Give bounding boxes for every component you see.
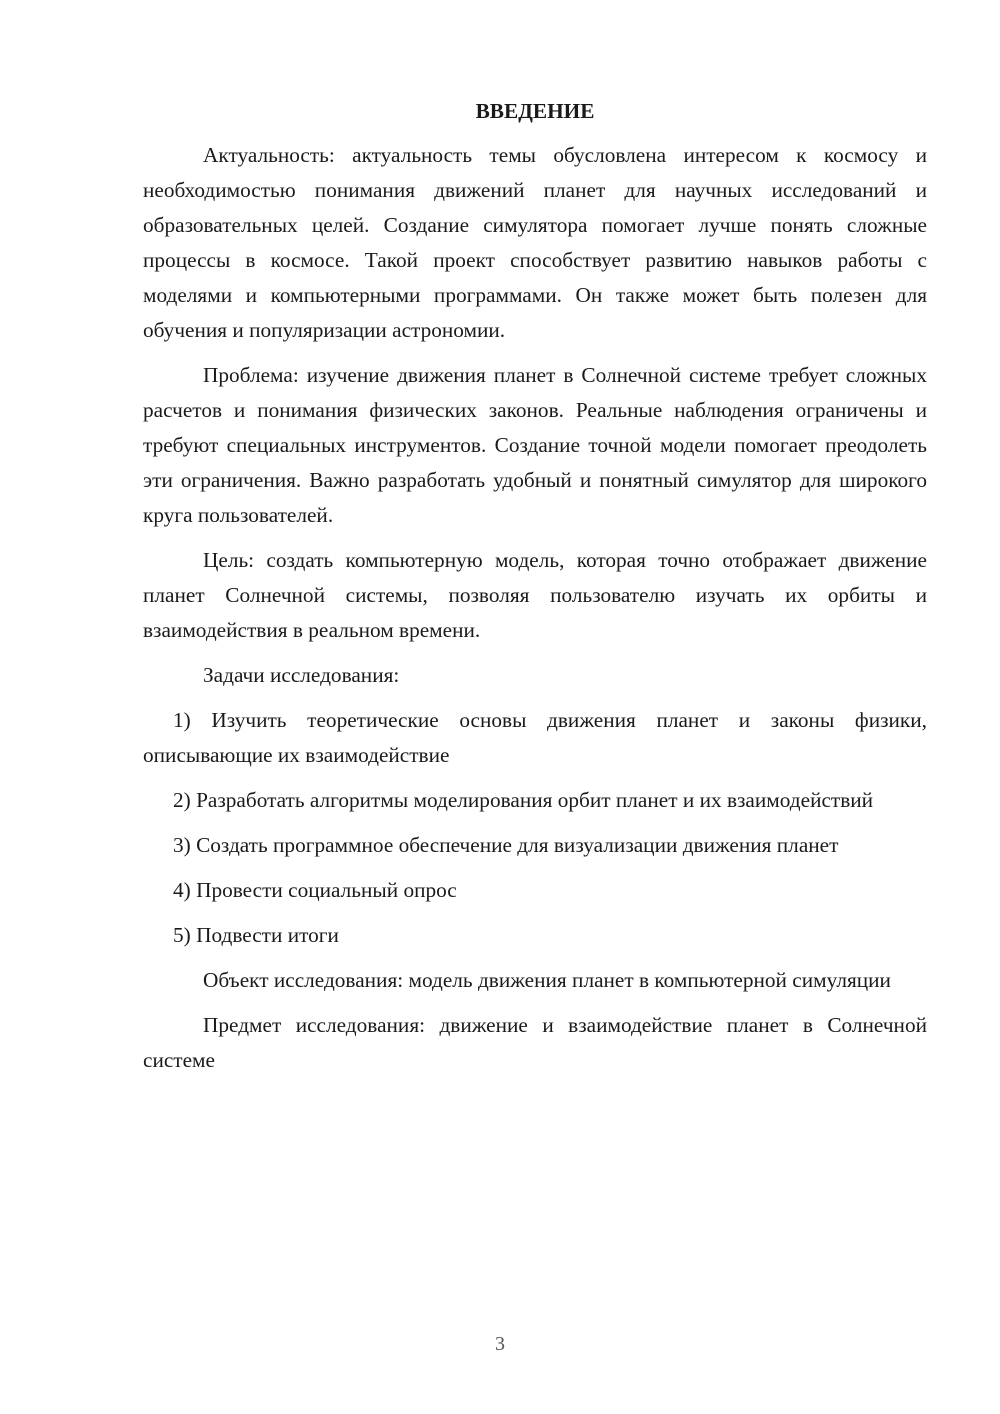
section-heading: ВВЕДЕНИЕ bbox=[475, 99, 595, 123]
goal-paragraph: Цель: создать компьютерную модель, которая точно отображает движение планет Солнечной системы, позволяя пользователю изучать их орбиты и взаимодействия в реальном времени. bbox=[143, 548, 927, 642]
task-item-2: 2) Разработать алгоритмы моделирования орбит планет и их взаимодействий bbox=[173, 788, 874, 812]
task-item-3: 3) Создать программное обеспечение для визуализации движения планет bbox=[173, 833, 839, 857]
page-number: 3 bbox=[495, 1333, 505, 1355]
task-item-4: 4) Провести социальный опрос bbox=[173, 878, 457, 902]
document-page bbox=[143, 94, 927, 1088]
problem-paragraph: Проблема: изучение движения планет в Солнечной системе требует сложных расчетов и понимания физических законов. Реальные наблюдения ограничены и требуют специальных инструментов. Создание точной модели помогает преодолеть эти ограничения. Важно разработать удобный и понятный симулятор для широкого круга пользователей. bbox=[143, 363, 927, 527]
object-paragraph: Объект исследования: модель движения планет в компьютерной симуляции bbox=[203, 968, 891, 992]
task-item-5: 5) Подвести итоги bbox=[173, 923, 339, 947]
relevance-paragraph: Актуальность: актуальность темы обусловлена интересом к космосу и необходимостью понимания движений планет для научных исследований и образовательных целей. Создание симулятора помогает лучше понять сложные процессы в космосе. Такой проект способствует развитию навыков работы с моделями и компьютерными программами. Он также может быть полезен для обучения и популяризации астрономии. bbox=[143, 143, 927, 342]
task-item-1: 1) Изучить теоретические основы движения планет и законы физики, описывающие их взаимодействие bbox=[143, 708, 927, 767]
subject-paragraph: Предмет исследования: движение и взаимодействие планет в Солнечной системе bbox=[143, 1013, 927, 1072]
tasks-intro: Задачи исследования: bbox=[203, 663, 400, 687]
